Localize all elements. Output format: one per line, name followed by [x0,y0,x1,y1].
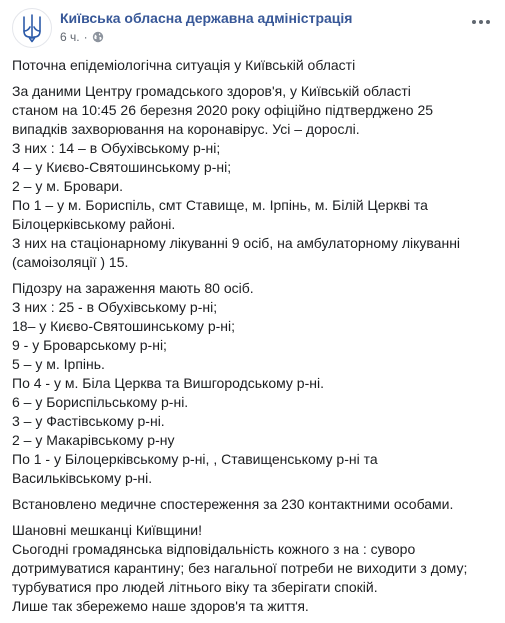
post-text-line: турбуватися про людей літнього віку та зберігати спокій. [12,579,378,595]
page-name-link[interactable]: Київська обласна державна адміністрація [60,10,353,26]
more-options-icon[interactable] [469,12,493,32]
post-text-line: 4 – у Києво-Святошинському р-ні; [12,159,232,175]
page-avatar[interactable] [12,8,52,48]
post-meta [60,30,104,44]
post-text-line: дотримуватися карантину; без нагальної потреби не виходити з дому; [12,560,468,576]
post-text-line: Встановлено медичне спостереження за 230 контактними особами. [12,496,454,512]
post-text-line: Підозру на зараження мають 80 осіб. [12,280,254,296]
post-text-line: (самоізоляції ) 15. [12,254,129,270]
post-text-line: Лише так збережемо наше здоров'я та життя. [12,598,309,614]
post-paragraph [12,521,494,616]
coat-of-arms-icon [13,9,51,47]
post-paragraph [12,495,494,514]
post-text-line: З них : 14 – в Обухівському р-ні; [12,140,221,156]
post-text-line: 3 – у Фастівському р-ні. [12,413,165,429]
post-text-line: З них : 25 - в Обухівському р-ні; [12,299,218,315]
post-header [12,8,493,50]
post-text-line: 2 – у м. Бровари. [12,178,123,194]
post-text-line: По 4 - у м. Біла Церква та Вишгородському р-ні. [12,375,324,391]
post-text-line: випадків захворювання на коронавірус. Усі – дорослі. [12,121,360,137]
post-text-line: 9 - у Броварському р-ні; [12,337,167,353]
post-paragraph [12,82,494,272]
post-timestamp[interactable]: 6 ч. [60,30,80,44]
post-text-line: Сьогодні громадянська відповідальність кожного з на : суворо [12,541,416,557]
post-text-line: Поточна епідеміологічна ситуація у Київській області [12,57,356,73]
post-text-line: Васильківському р-ні. [12,470,153,486]
post-text-line: 2 – у Макарівському р-ну [12,432,175,448]
post-text-line: За даними Центру громадського здоров'я, у Київській області [12,83,411,99]
globe-icon [92,31,104,43]
post-text-line: 6 – у Бориспільському р-ні. [12,394,189,410]
post-text-line: По 1 - у Білоцерківському р-ні, , Ставищенському р-ні та [12,451,378,467]
post-text-line: Білоцерківському районі. [12,216,176,232]
post-text-line: 18– у Києво-Святошинському р-ні; [12,318,235,334]
post-body [12,56,494,623]
post-paragraph [12,279,494,488]
post-text-line: По 1 – у м. Бориспіль, смт Ставище, м. Ірпінь, м. Білій Церкві та [12,197,428,213]
meta-separator: · [83,30,88,44]
post-text-line: станом на 10:45 26 березня 2020 року офіційно підтверджено 25 [12,102,434,118]
post-text-line: Шановні мешканці Київщини! [12,522,202,538]
post-text-line: З них на стаціонарному лікуванні 9 осіб, на амбулаторному лікуванні [12,235,461,251]
post-paragraph [12,56,494,75]
post-text-line: 5 – у м. Ірпінь. [12,356,105,372]
